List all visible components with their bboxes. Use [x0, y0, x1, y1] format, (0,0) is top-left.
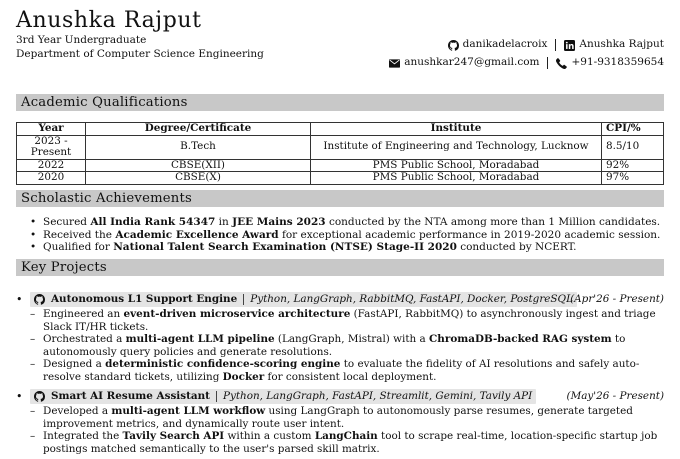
achievements-list — [30, 216, 670, 254]
table-row — [17, 159, 664, 172]
list-item: • Secured All India Rank 54347 in JEE Mains 2023 conducted by the NTA among more than 1 Million candidates. — [30, 216, 670, 229]
envelope-icon — [389, 58, 400, 69]
github-icon — [448, 40, 459, 51]
linkedin-icon — [564, 40, 575, 51]
list-item: – Developed a multi-agent LLM workflow using LangGraph to autonomously parse resumes, generate targeted improvement metrics, and dynamically route user intent. — [30, 405, 664, 430]
project-date: (Apr'26 - Present) — [570, 293, 664, 305]
table-cell: PMS Public School, Moradabad — [311, 159, 602, 172]
section-header-academic — [16, 94, 664, 111]
table-row — [17, 172, 664, 185]
table-cell: CBSE(X) — [86, 172, 311, 185]
year-of-study: 3rd Year Undergraduate — [16, 34, 147, 47]
table-cell: 2022 — [17, 159, 86, 172]
table-cell: 2020 — [17, 172, 86, 185]
project-name: Smart AI Resume Assistant — [51, 389, 210, 402]
department: Department of Computer Science Engineering — [16, 48, 264, 61]
table-cell: 8.5/10 — [602, 135, 664, 159]
project-title-chip[interactable] — [30, 389, 536, 404]
separator — [547, 57, 548, 69]
table-cell: 2023 - Present — [17, 135, 86, 159]
table-cell: Institute of Engineering and Technology, Lucknow — [311, 135, 602, 159]
github-icon — [34, 294, 45, 305]
phone-link[interactable] — [556, 56, 664, 69]
section-title: Scholastic Achievements — [21, 191, 192, 206]
list-item: – Orchestrated a multi-agent LLM pipeline (LangGraph, Mistral) with a ChromaDB-backed RAG system to autonomously query policies and generate resolutions. — [30, 333, 664, 358]
linkedin-link[interactable] — [564, 38, 664, 51]
project-name: Autonomous L1 Support Engine — [51, 292, 238, 305]
table-cell: B.Tech — [86, 135, 311, 159]
list-item: – Integrated the Tavily Search API within a custom LangChain tool to scrape real-time, location-specific startup job postings matched semantically to the user's parsed skill matrix. — [30, 430, 664, 455]
separator — [555, 39, 556, 51]
project-date: (May'26 - Present) — [566, 390, 664, 402]
github-icon — [34, 391, 45, 402]
github-username: danikadelacroix — [462, 38, 548, 51]
section-header-projects — [16, 259, 664, 276]
bullet: • — [16, 390, 23, 403]
column-header: Degree/Certificate — [86, 123, 311, 136]
column-header: Year — [17, 123, 86, 136]
column-header: Institute — [311, 123, 602, 136]
academic-table — [16, 122, 664, 185]
list-item: • Qualified for National Talent Search Examination (NTSE) Stage-II 2020 conducted by NCERT. — [30, 241, 670, 254]
table-cell: 92% — [602, 159, 664, 172]
bullet: • — [16, 293, 23, 306]
column-header: CPI/% — [602, 123, 664, 136]
project-entry — [16, 291, 664, 384]
project-tech-stack: Python, LangGraph, FastAPI, Streamlit, Gemini, Tavily API — [222, 389, 533, 402]
section-title: Academic Qualifications — [21, 95, 188, 110]
table-header-row — [17, 123, 664, 136]
phone-number: +91-9318359654 — [571, 56, 664, 69]
project-details — [30, 308, 664, 384]
email-address: anushkar247@gmail.com — [404, 56, 540, 69]
list-item: – Engineered an event-driven microservice architecture (FastAPI, RabbitMQ) to asynchronously ingest and triage Slack IT/HR tickets. — [30, 308, 664, 333]
table-cell: PMS Public School, Moradabad — [311, 172, 602, 185]
project-title-chip[interactable] — [30, 292, 577, 307]
separator — [216, 391, 217, 402]
section-title: Key Projects — [21, 260, 107, 275]
list-item: • Received the Academic Excellence Award for exceptional academic performance in 2019-2020 academic session. — [30, 229, 670, 242]
section-header-scholastic — [16, 190, 664, 207]
table-row — [17, 135, 664, 159]
resume-header — [16, 8, 664, 68]
linkedin-name: Anushka Rajput — [579, 38, 664, 51]
email-link[interactable] — [389, 56, 539, 69]
contact-block — [389, 36, 664, 72]
project-details — [30, 405, 664, 455]
table-cell: 97% — [602, 172, 664, 185]
candidate-name: Anushka Rajput — [16, 8, 202, 33]
phone-icon — [556, 58, 567, 69]
separator — [243, 294, 244, 305]
project-entry — [16, 388, 664, 455]
list-item: – Designed a deterministic confidence-scoring engine to evaluate the fidelity of AI resolutions and safely auto-resolve standard tickets, utilizing Docker for consistent local deployment. — [30, 358, 664, 383]
project-tech-stack: Python, LangGraph, RabbitMQ, FastAPI, Docker, PostgreSQL — [250, 292, 573, 305]
github-link[interactable] — [448, 38, 548, 51]
table-cell: CBSE(XII) — [86, 159, 311, 172]
